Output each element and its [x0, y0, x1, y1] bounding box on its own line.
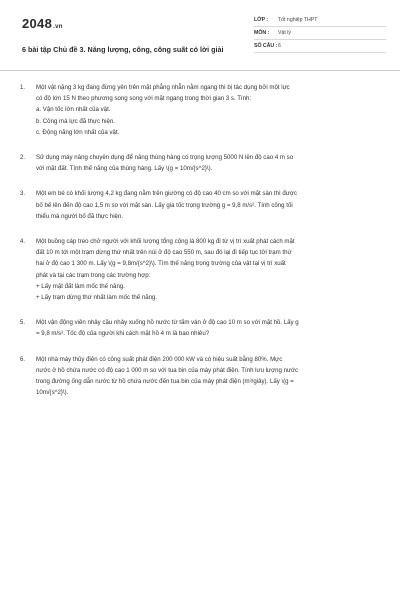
question-line: = 9,8 m/s². Tốc độ của người khi cách mặt hồ 4 m là bao nhiêu?	[36, 330, 210, 338]
meta-value: Vật lý	[278, 30, 291, 36]
question-line: nước ở hồ chứa nước có độ cao 1 000 m so với tua bin của máy phát điện. Tính lưu lượng nước	[36, 366, 299, 374]
question-line: hai ở độ cao 1 300 m. Lấy \(g = 9,8m/{s^2}\). Tìm thế năng trọng trường của vật tại vị trí xuất	[36, 260, 286, 268]
site-logo[interactable]	[22, 16, 63, 31]
question-line: Một em bé có khối lượng 4,2 kg đang nằm trên giường có độ cao 40 cm so với mặt sàn thì được	[36, 190, 297, 198]
meta-row-subject	[254, 27, 386, 40]
meta-key: SỐ CÂU :	[254, 43, 278, 49]
question-number: 5.	[20, 319, 26, 327]
logo-domain-text: .vn	[53, 24, 63, 30]
question-number: 4.	[20, 238, 26, 246]
logo-main-text: 2048	[22, 16, 53, 31]
question-line: + Lấy trạm dừng thứ nhất làm mốc thế năng.	[36, 294, 158, 302]
document-title: 6 bài tập Chủ đề 3. Năng lượng, công, công suất có lời giải	[22, 45, 224, 54]
question-line: Một vật nặng 3 kg đang đứng yên trên mặt phẳng nhẵn nằm ngang thì bị tác dụng bởi một lực	[36, 84, 290, 91]
question-text	[36, 317, 380, 339]
question-line: phát và tại các trạm trong các trường hợp:	[36, 271, 151, 279]
question-line: 10m/{s^2}\).	[36, 389, 69, 397]
question-line: bố bế lên đến độ cao 1,5 m so với mặt sàn. Lấy gia tốc trọng trường g = 9,8 m/s². Tính công tối	[36, 201, 293, 209]
question-line: thiểu mà người bố đã thực hiện.	[36, 212, 124, 220]
question-line: Một vận động viên nhảy cầu nhảy xuống hồ nước từ tấm ván ở độ cao 10 m so với mặt hồ. Lấy g	[36, 319, 299, 327]
question-line: Sử dụng máy nâng chuyên dụng để nâng thùng hàng có trọng lượng 5000 N lên độ cao 4 m so	[36, 154, 294, 162]
meta-value: Tốt nghiệp THPT	[278, 17, 318, 23]
question-item	[20, 236, 380, 303]
question-number: 2.	[20, 154, 26, 162]
question-line: có độ lớn 15 N theo phương song song với mặt ngang trong thời gian 3 s. Tính:	[36, 95, 252, 103]
meta-key: LỚP :	[254, 17, 269, 23]
question-item	[20, 82, 380, 138]
question-item	[20, 152, 380, 174]
question-line: b. Công mà lực đã thực hiện.	[36, 117, 115, 125]
question-text	[36, 188, 380, 222]
meta-key: MÔN :	[254, 30, 270, 36]
meta-row-question-count	[254, 40, 386, 53]
meta-value: 6	[278, 43, 281, 49]
question-line: với mặt đất. Tính thế năng của thùng hàng. Lấy \(g = 10m/{s^2}\).	[36, 165, 213, 173]
question-number: 3.	[20, 190, 26, 198]
question-text	[36, 82, 380, 138]
question-line: đất 10 m tới một trạm dừng thứ nhất trên núi ở độ cao 550 m, sau đó lại đi tiếp tục tới trạm thứ	[36, 249, 292, 257]
question-number: 6.	[20, 355, 26, 363]
question-item	[20, 317, 380, 339]
question-text	[36, 236, 380, 303]
header-divider	[0, 70, 400, 71]
meta-table	[254, 14, 386, 53]
question-item	[20, 354, 380, 399]
document-header	[22, 14, 382, 64]
question-line: Một buồng cáp treo chở người với khối lượng tổng cộng là 800 kg đi từ vị trí xuất phát cách mặt	[36, 238, 295, 246]
question-list	[20, 82, 380, 412]
question-line: trong đường ống dẫn nước từ hồ chứa nước đến tua bin của máy phát điện (m³/giây). Lấy \(g =	[36, 378, 294, 386]
meta-row-class	[254, 14, 386, 27]
question-text	[36, 354, 380, 399]
question-item	[20, 188, 380, 222]
question-line: a. Vận tốc lớn nhất của vật.	[36, 106, 111, 114]
question-line: c. Động năng lớn nhất của vật.	[36, 128, 120, 136]
question-text	[36, 152, 380, 174]
question-line: Một nhà máy thủy điện có công suất phát điện 200 000 kW và có hiệu suất bằng 80%. Mực	[36, 355, 283, 363]
question-line: + Lấy mặt đất làm mốc thế năng.	[36, 282, 125, 290]
question-number: 1.	[20, 84, 26, 91]
